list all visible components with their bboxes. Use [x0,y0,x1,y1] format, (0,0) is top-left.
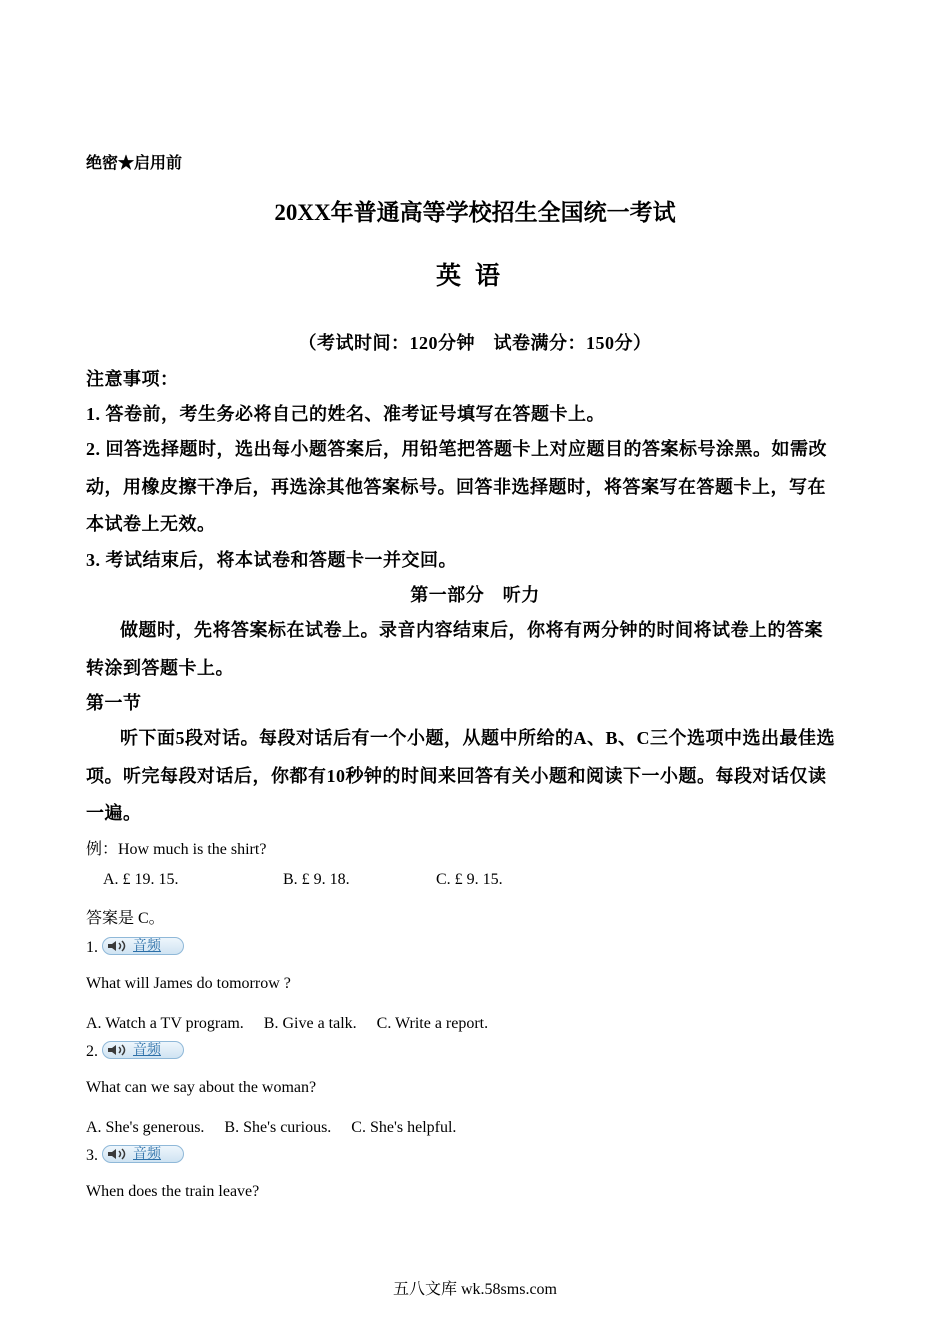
question-2-options: A. She's generous. B. She's curious. C. She's helpful. [86,1119,457,1136]
example-option-a: A. £ 19. 15. [103,871,179,888]
audio-label: 音频 [133,1147,161,1163]
part-one-heading: 第一部分 听力 [410,585,540,605]
question-1-header [86,939,184,957]
example-option-b: B. £ 9. 18. [283,871,350,888]
confidential-label: 绝密★启用前 [86,155,183,172]
audio-button[interactable] [102,1145,184,1163]
audio-button[interactable] [102,1041,184,1059]
audio-label: 音频 [133,939,161,955]
page-footer: 五八文库 wk.58sms.com [392,1281,557,1298]
question-number: 3. [86,1147,98,1164]
notes-heading: 注意事项： [86,369,179,389]
note-item-2-line-3: 本试卷上无效。 [86,514,216,534]
note-item-2-line-1: 2. 回答选择题时，选出每小题答案后，用铅笔把答题卡上对应题目的答案标号涂黑。如需改 [86,439,827,459]
section-one-instruction-line-1: 听下面5段对话。每段对话后有一个小题，从题中所给的A、B、C三个选项中选出最佳选 [120,728,835,748]
question-2-text: What can we say about the woman? [86,1079,317,1096]
note-item-3: 3. 考试结束后，将本试卷和答题卡一并交回。 [86,550,457,570]
part-one-intro-line-2: 转涂到答题卡上。 [86,658,234,678]
part-one-intro-line-1: 做题时，先将答案标在试卷上。录音内容结束后，你将有两分钟的时间将试卷上的答案 [120,620,823,640]
speaker-icon [107,1044,129,1056]
speaker-icon [107,940,129,952]
speaker-icon [107,1148,129,1160]
question-3-text: When does the train leave? [86,1183,260,1200]
note-item-2-line-2: 动，用橡皮擦干净后，再选涂其他答案标号。回答非选择题时，将答案写在答题卡上，写在 [86,477,826,497]
section-one-heading: 第一节 [86,693,142,713]
exam-time-info: （考试时间：120分钟 试卷满分：150分） [298,333,652,353]
question-3-header [86,1147,184,1165]
example-answer: 答案是 C。 [86,910,165,927]
audio-button[interactable] [102,937,184,955]
audio-label: 音频 [133,1043,161,1059]
section-one-instruction-line-2: 项。听完每段对话后，你都有10秒钟的时间来回答有关小题和阅读下一小题。每段对话仅读 [86,766,827,786]
question-number: 1. [86,939,98,956]
example-option-c: C. £ 9. 15. [436,871,503,888]
question-number: 2. [86,1043,98,1060]
question-2-header [86,1043,184,1061]
section-one-instruction-line-3: 一遍。 [86,803,142,823]
note-item-1: 1. 答卷前，考生务必将自己的姓名、准考证号填写在答题卡上。 [86,404,605,424]
example-question: 例：How much is the shirt? [86,841,267,858]
question-1-options: A. Watch a TV program. B. Give a talk. C. Write a report. [86,1015,489,1032]
question-1-text: What will James do tomorrow ? [86,975,291,992]
exam-title: 20XX年普通高等学校招生全国统一考试 [274,200,676,225]
subject-title: 英语 [435,263,514,290]
